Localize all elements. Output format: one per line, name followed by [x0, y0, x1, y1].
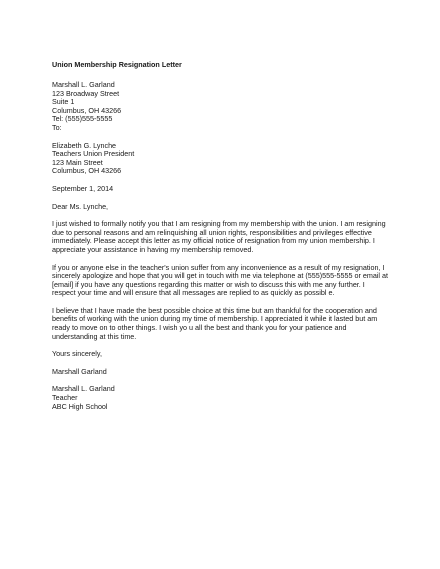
paragraph-line: If you or anyone else in the teacher's union suffer from any inconvenience as a result of my resignation, I: [52, 262, 385, 272]
signoff-name: Marshall L. Garland: [52, 384, 115, 394]
sender-tel: Tel: (555)555-5555: [52, 114, 113, 124]
salutation: [52, 203, 392, 212]
paragraph-line: I believe that I have made the best possible choice at this time but am thankful for the cooperation and: [52, 305, 377, 315]
sender-street: 123 Broadway Street: [52, 88, 120, 98]
to-label: To:: [52, 122, 62, 132]
sender-address: [52, 81, 392, 133]
sender-suite: Suite 1: [52, 97, 75, 107]
paragraph-line: [email] if you have any questions regarding this matter or wish to discuss this with me any further. I: [52, 279, 365, 289]
signoff-school: ABC High School: [52, 401, 108, 411]
date-text: September 1, 2014: [52, 183, 114, 193]
signoff-title: Teacher: [52, 393, 78, 403]
paragraph-2: [52, 264, 392, 298]
paragraph-line: sincerely apologize and hope that you will get in touch with me via telephone at (555)555-5555 or email at: [52, 271, 389, 281]
letter-date: [52, 185, 392, 194]
sender-city: Columbus, OH 43266: [52, 105, 122, 115]
recipient-title: Teachers Union President: [52, 149, 135, 159]
letter-body: [52, 60, 392, 420]
paragraph-line: I just wished to formally notify you that I am resigning from my membership with the union. I am resigning: [52, 219, 386, 229]
recipient-name: Elizabeth G. Lynche: [52, 140, 117, 150]
closing-text: Yours sincerely,: [52, 349, 102, 359]
salutation-text: Dear Ms. Lynche,: [52, 201, 109, 211]
recipient-street: 123 Main Street: [52, 157, 103, 167]
signature-text: Marshall Garland: [52, 366, 107, 376]
paragraph-line: appreciate your assistance in having my membership removed.: [52, 244, 254, 254]
paragraph-line: respect your time and will ensure that all messages are replied to as quickly as possibl e.: [52, 288, 335, 298]
paragraph-1: [52, 220, 392, 254]
paragraph-line: understanding at this time.: [52, 331, 137, 341]
paragraph-line: immediately. Please accept this letter as my official notice of resignation from my union membership. I: [52, 236, 375, 246]
recipient-address: [52, 142, 392, 176]
recipient-city: Columbus, OH 43266: [52, 166, 122, 176]
signature: [52, 368, 392, 377]
paragraph-line: ready to move on to other things. I wish yo u all the best and thank you for your patience and: [52, 323, 347, 333]
signoff-block: [52, 385, 392, 411]
paragraph-3: [52, 307, 392, 341]
paragraph-line: benefits of working with the union during my time of membership. I appreciated it while it lasted but am: [52, 314, 378, 324]
letter-title: Union Membership Resignation Letter: [52, 60, 182, 69]
sender-name: Marshall L. Garland: [52, 80, 115, 89]
closing: [52, 350, 392, 359]
paragraph-line: due to personal reasons and am relinquishing all union rights, responsibilities and privileges effective: [52, 227, 372, 237]
